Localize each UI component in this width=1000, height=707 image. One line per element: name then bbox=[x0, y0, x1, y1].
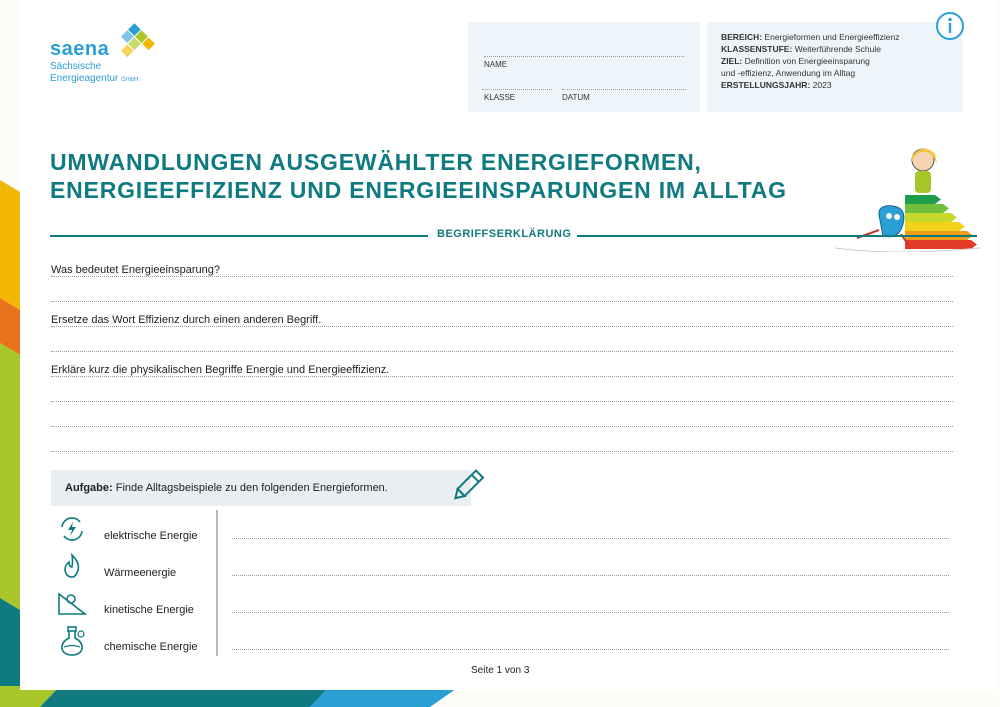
task-label: Aufgabe: bbox=[65, 482, 113, 494]
date-label: DATUM bbox=[562, 93, 590, 102]
answer-line[interactable] bbox=[51, 326, 953, 327]
task-box bbox=[51, 470, 471, 506]
stufe-key: KLASSENSTUFE: bbox=[721, 44, 793, 54]
name-label: NAME bbox=[484, 60, 508, 69]
metadata-box bbox=[707, 22, 963, 112]
section-heading: BEGRIFFSERKLÄRUNG bbox=[437, 228, 572, 240]
logo-line2: Energieagentur bbox=[50, 73, 119, 84]
question-3: Erkläre kurz die physikalischen Begriffe Energie und Energieeffizienz. bbox=[51, 364, 393, 376]
pencil-icon bbox=[448, 462, 494, 506]
flame-icon bbox=[58, 552, 86, 580]
stufe-value: Weiterführende Schule bbox=[794, 44, 881, 54]
logo-name: saena bbox=[50, 38, 110, 60]
answer-line[interactable] bbox=[51, 301, 953, 302]
electric-energy-icon bbox=[58, 515, 86, 543]
jahr-value: 2023 bbox=[812, 80, 832, 90]
section-rule-right bbox=[577, 235, 977, 237]
energy-form-kinetic: kinetische Energie bbox=[104, 604, 194, 616]
name-line[interactable] bbox=[484, 56, 684, 57]
info-icon[interactable] bbox=[935, 11, 965, 41]
logo-line1: Sächsische bbox=[50, 61, 102, 72]
ziel-key: ZIEL: bbox=[721, 56, 743, 66]
page-title bbox=[50, 148, 890, 204]
logo-suffix: GmbH bbox=[121, 77, 139, 83]
answer-line[interactable] bbox=[51, 351, 953, 352]
title-line-1: UMWANDLUNGEN AUSGEWÄHLTER ENERGIEFORMEN, bbox=[50, 149, 702, 175]
ziel-value-2: und -effizienz, Anwendung im Alltag bbox=[721, 68, 856, 78]
energy-form-heat: Wärmeenergie bbox=[104, 567, 177, 579]
ziel-value-1: Definition von Energieeinsparung bbox=[744, 56, 870, 66]
class-label: KLASSE bbox=[484, 93, 516, 102]
title-line-2: ENERGIEEFFIZIENZ UND ENERGIEEINSPARUNGEN IM ALLTAG bbox=[50, 177, 787, 203]
energy-form-electric: elektrische Energie bbox=[104, 530, 198, 542]
answer-line[interactable] bbox=[51, 401, 953, 402]
date-line[interactable] bbox=[562, 89, 686, 90]
column-divider bbox=[216, 510, 218, 656]
bereich-key: BEREICH: bbox=[721, 32, 763, 42]
section-rule-left bbox=[50, 235, 428, 237]
student-info-box bbox=[468, 22, 700, 112]
ramp-ball-icon bbox=[56, 589, 88, 617]
answer-line[interactable] bbox=[51, 376, 953, 377]
answer-line[interactable] bbox=[51, 451, 953, 452]
page-number: Seite 1 von 3 bbox=[471, 665, 530, 676]
saena-logo bbox=[50, 38, 139, 86]
answer-line[interactable] bbox=[232, 538, 949, 539]
answer-line[interactable] bbox=[232, 649, 949, 650]
chemistry-flask-icon bbox=[58, 625, 86, 657]
energy-form-chemical: chemische Energie bbox=[104, 641, 198, 653]
bereich-value: Energieformen und Energieeffizienz bbox=[764, 32, 900, 42]
jahr-key: ERSTELLUNGSJAHR: bbox=[721, 80, 811, 90]
answer-line[interactable] bbox=[51, 426, 953, 427]
question-1: Was bedeutet Energieeinsparung? bbox=[51, 264, 224, 276]
task-text: Finde Alltagsbeispiele zu den folgenden Energieformen. bbox=[115, 482, 388, 494]
answer-line[interactable] bbox=[232, 612, 949, 613]
left-color-stripes bbox=[0, 180, 20, 707]
answer-line[interactable] bbox=[232, 575, 949, 576]
question-2: Ersetze das Wort Effizienz durch einen anderen Begriff. bbox=[51, 314, 325, 326]
answer-line[interactable] bbox=[51, 276, 953, 277]
class-line[interactable] bbox=[482, 89, 552, 90]
